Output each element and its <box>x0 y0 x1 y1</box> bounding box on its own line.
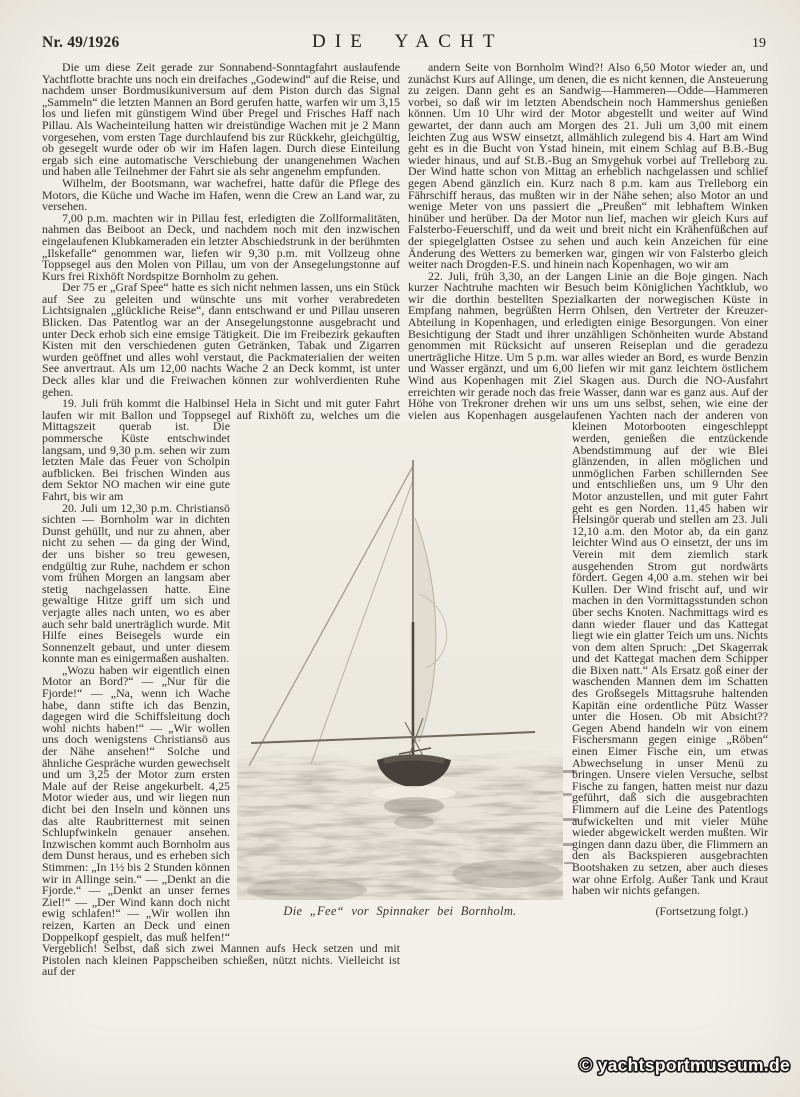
article-paragraph: 20. Juli um 12,30 p.m. Christiansö sichten — Bornholm war in dichten Dunst gehüllt, und nur zu ahnen, aber nicht zu sehen — da ging der Wind, der uns bisher so treu gewesen, endgültig zur Ruhe, nachdem er schon vom frühen Morgen an langsam aber stetig nachgelassen hatte. Eine gewaltige Hitze griff um sich und verjagte alles nach unten, wo es aber auch sehr bald unerträglich wurde. Mit Hilfe eines Beisegels wurde ein Sonnenzelt gebaut, und unter diesem konnte man es einigermaßen aushalten. <box>42 500 230 666</box>
photo-caption: Die „Fee“ vor Spinnaker bei Bornholm. <box>283 904 517 918</box>
article-paragraph: 7,00 p.m. machten wir in Pillau fest, erledigten die Zollformalitäten, nahmen das Beiboot an Deck, und nachdem noch mit den inzwischen eingelaufenen Klubkameraden ein letzter Abschiedstrunk in der berühmten „Ilskefalle“ genommen war, liefen wir 9,30 p.m. mit Vollzeug ohne Toppsegel aus den Molen von Pillau, um von der Ansegelungstonne auf Kurs frei Rixhöft Nordspitze Bornholm zu gehen. <box>42 210 400 283</box>
watermark <box>544 1050 794 1085</box>
article-paragraph: 19. Juli früh kommt die Halbinsel Hela in Sicht und mit guter Fahrt laufen wir mit Ballon und Toppsegel auf Rixhöft zu, welches um die Mittagszeit querab ist. Die pommersche Küste entschwindet langsam, und 9,30 p.m. sehen wir zum letzten Male das Feuer von Scholpin aufblicken. Bei frischen Winden aus dem Sektor NO machen wir eine gute Fahrt, bis wir am <box>42 396 400 503</box>
article-paragraph: „Wozu haben wir eigentlich einen Motor an Bord?“ — „Nur für die Fjorde!“ — „Na, wenn ich Wache habe, dann stifte ich das Benzin, dagegen wird die Schiffsleitung doch wohl nichts haben!“ — „Wir wollen uns doch wenigstens Christiansö aus der Nähe ansehen!“ Solche und ähnliche Gespräche wurden gewechselt und um 3,25 der Motor zum ersten Male auf der Reise angekurbelt. 4,25 Motor wieder aus, und wir liegen nun dicht bei den Inseln und können uns das alte Raubritternest mit seinen Schlupfwinkeln genauer ansehen. Inzwischen kommt auch Bornholm aus dem Dunst heraus, und es erheben sich Stimmen: „In 1½ bis 2 Stunden können wir in Allinge sein.“ — „Denkt an die Fjorde.“ — „Denkt an unser fernes Ziel!“ — „Der Wind kann doch nicht ewig schlafen!“ — „Wir wollen ihn reizen, Karten an Deck und einen Doppelkopf gespielt, das muß helfen!“ Vergeblich! Selbst, daß sich zwei Mannen aufs Heck setzen und mit Pistolen nach kleinen Pappscheiben schießen, nützt nichts. Vielleicht ist auf der <box>42 662 400 979</box>
watermark-text: © yachtsportmuseum.de <box>579 1055 790 1075</box>
article-paragraph: 22. Juli, früh 3,30, an der Langen Linie an die Boje gingen. Nach kurzer Nachtruhe machten wir Besuch beim Königlichen Yachtklub, wo wir die dorthin bestellten Spezialkarten der norwegischen Küste in Empfang nahmen, begrüßten Herrn Ohlsen, den Vertreter der Kreuzer-Abteilung in Kopenhagen, und erledigten einige Besorgungen. Von einer Besichtigung der Stadt und ihrer unzähligen Schönheiten wurde Abstand genommen mit Rücksicht auf unseren Reiseplan und die geradezu unerträgliche Hitze. Um 5 p.m. war alles wieder an Bord, es wurde Benzin und Wasser ergänzt, und um 6,00 liefen wir mit ganz leichtem östlichem Wind aus Kopenhagen mit Ziel Skagen aus. Durch die NO-Ausfahrt erreichten wir gerade noch das freie Wasser, dann war es ganz aus. Auf der Höhe von Trekroner drehen wir uns um uns selbst, sehen, wie eine der vielen aus Kopenhagen ausgelaufenen Yachten nach der anderen von kleinen Motorbooten eingeschleppt werden, genießen die entzückende Abendstimmung auf der wie Blei glänzenden, in allen möglichen und unmöglichen Farben schillernden See und entschließen uns, um 9 Uhr den Motor anzustellen, und mit guter Fahrt geht es gen Norden. 11,45 haben wir Helsingör querab und stellen am 23. Juli 12,10 a.m. den Motor ab, da ein ganz leichter Wind aus O einsetzt, der uns im Verein mit dem ziemlich stark ausgehenden Strom gut nordwärts fördert. Gegen 4,00 a.m. stehen wir bei Kullen. Der Wind frischt auf, und wir machen in den Vormittagsstunden schon über sechs Knoten. Nachmittags wird es dann wieder flauer und das Kattegat liegt wie ein glatter Teich um uns. Nichts von dem alten Spruch: „Det Skagerrak und det Kattegat machen dem Schipper die Bixen natt.“ Als Ersatz goß einer der waschenden Mannen dem im Schatten des Großsegels Mittagsruhe haltenden Kapitän eine ordentliche Pütz Wasser unter die Hosen. Ob mit Absicht?? Gegen Abend handeln wir von einem Fischersmann gegen einige „Röben“ einen Eimer Fische ein, um etwas Abwechselung in unser Menü zu bringen. Unsere vielen Versuche, selbst Fische zu fangen, hatten meist nur dazu geführt, daß sich die ausgebrachten Flimmern auf die Leine des Patentlogs aufwickelten und mit vieler Mühe wieder abgewickelt werden mußten. Wir gingen dann dazu über, die Flimmern an den als Backspieren ausgebrachten Bootshaken zu setzen, aber auch dieses war ohne Erfolg. Außer Tank und Kraut haben wir nichts gefangen. <box>408 268 768 898</box>
page-header <box>42 31 766 53</box>
article-paragraph: Der 75 er „Graf Spee“ hatte es sich nicht nehmen lassen, uns ein Stück auf See zu geleiten und wünschte uns mit vorher verabredeten Lichtsignalen „glückliche Reise“, dann entschwand er und Pillau unseren Blicken. Das Patentlog war an der Ansegelungstonne ausgebracht und unter Deck erhob sich eine emsige Tätigkeit. Die im Freibezirk gekauften Kisten mit den verschiedenen guten Getränken, Tabak und Zigarren wurden geöffnet und alles wohl verstaut, die Packmaterialien der weiten See anvertraut. Als um 12,00 nachts Wache 2 an Deck kommt, ist unter Deck alles klar und die Freiwachen können zur wohlverdienten Ruhe gehen. <box>42 280 400 399</box>
article-paragraph: Die um diese Zeit gerade zur Sonnabend-Sonntagfahrt auslaufende Yachtflotte brachte uns noch ein dreifaches „Godewind“ auf die Reise, und nachdem unser Bordmusikuniversum auf dem Piston durch das Signal „Sammeln“ die letzten Mannen an Bord gerufen hatte, warfen wir um 3,15 los und liefen mit günstigem Wind über Pregel und Frisches Haff nach Pillau. Als Wacheinteilung hatten wir dreistündige Wachen mit je 2 Mann vorgesehen, vom ersten Tage durchlaufend bis zur Rückkehr, gleichgültig, ob gesegelt wurde oder ob wir im Hafen lagen. Durch diese Einteilung ergab sich eine automatische Verschiebung der unangenehmen Wachen und haben alle Teilnehmer der Fahrt sie als sehr angenehm empfunden. <box>42 60 400 179</box>
left-column <box>42 62 400 978</box>
masthead-title: DIE YACHT <box>312 31 504 52</box>
article-paragraph: andern Seite von Bornholm Wind?! Also 6,50 Motor wieder an, und zunächst Kurs auf Allinge, um denen, die es nicht kennen, die Ansteuerung zu zeigen. Dann geht es an Sandwig—Hammeren—Odde—Hammeren vorbei, so daß wir im letzten Abendschein noch Hammershus genießen können. Um 10 Uhr wird der Motor abgestellt und weiter auf Wind gewartet, der dann auch am Morgen des 21. Juli um 3,00 mit einem leichten Zug aus WSW einsetzt, allmählich zulegend bis 4. Hart am Wind geht es in die Bucht von Ystad hinein, mit einem Schlag auf B.B.-Bug wieder hinaus, und auf St.B.-Bug an Smygehuk vorbei auf Trelleborg zu. Der Wind hatte schon von Mittag an erheblich nachgelassen und schlief gegen Abend gänzlich ein. Kurz nach 8 p.m. kam aus Trelleborg ein Fährschiff heraus, das mußten wir in der Nähe sehen; also Motor an und wenige Meter von uns passiert die „Preußen“ mit lebhaftem Winken hinüber und herüber. Da der Motor nun lief, machen wir gleich Kurs auf Falsterbo-Feuerschiff, und da weit und breit nicht ein Krähenfüßchen auf der spiegelglatten Ostsee zu sehen und auch kein Anzeichen für eine Änderung des Wetters zu bemerken war, gingen wir von Falsterbo gleich weiter nach Drogden-F.S. und hinein nach Kopenhagen, wo wir am <box>408 60 768 272</box>
article-paragraph: Wilhelm, der Bootsmann, war wachefrei, hatte dafür die Pflege des Motors, die Küche und Wache im Hafen, wenn die Crew an Land war, zu versehen. <box>42 175 400 214</box>
continuation-note: (Fortsetzung folgt.) <box>655 903 748 918</box>
issue-number: Nr. 49/1926 <box>42 34 120 51</box>
right-column <box>408 62 768 978</box>
page-number: 19 <box>752 36 766 51</box>
photo-wrap-spacer <box>230 430 400 942</box>
photo-wrap-spacer <box>408 425 572 940</box>
article-body <box>42 62 768 978</box>
watermark-svg <box>544 1050 794 1080</box>
